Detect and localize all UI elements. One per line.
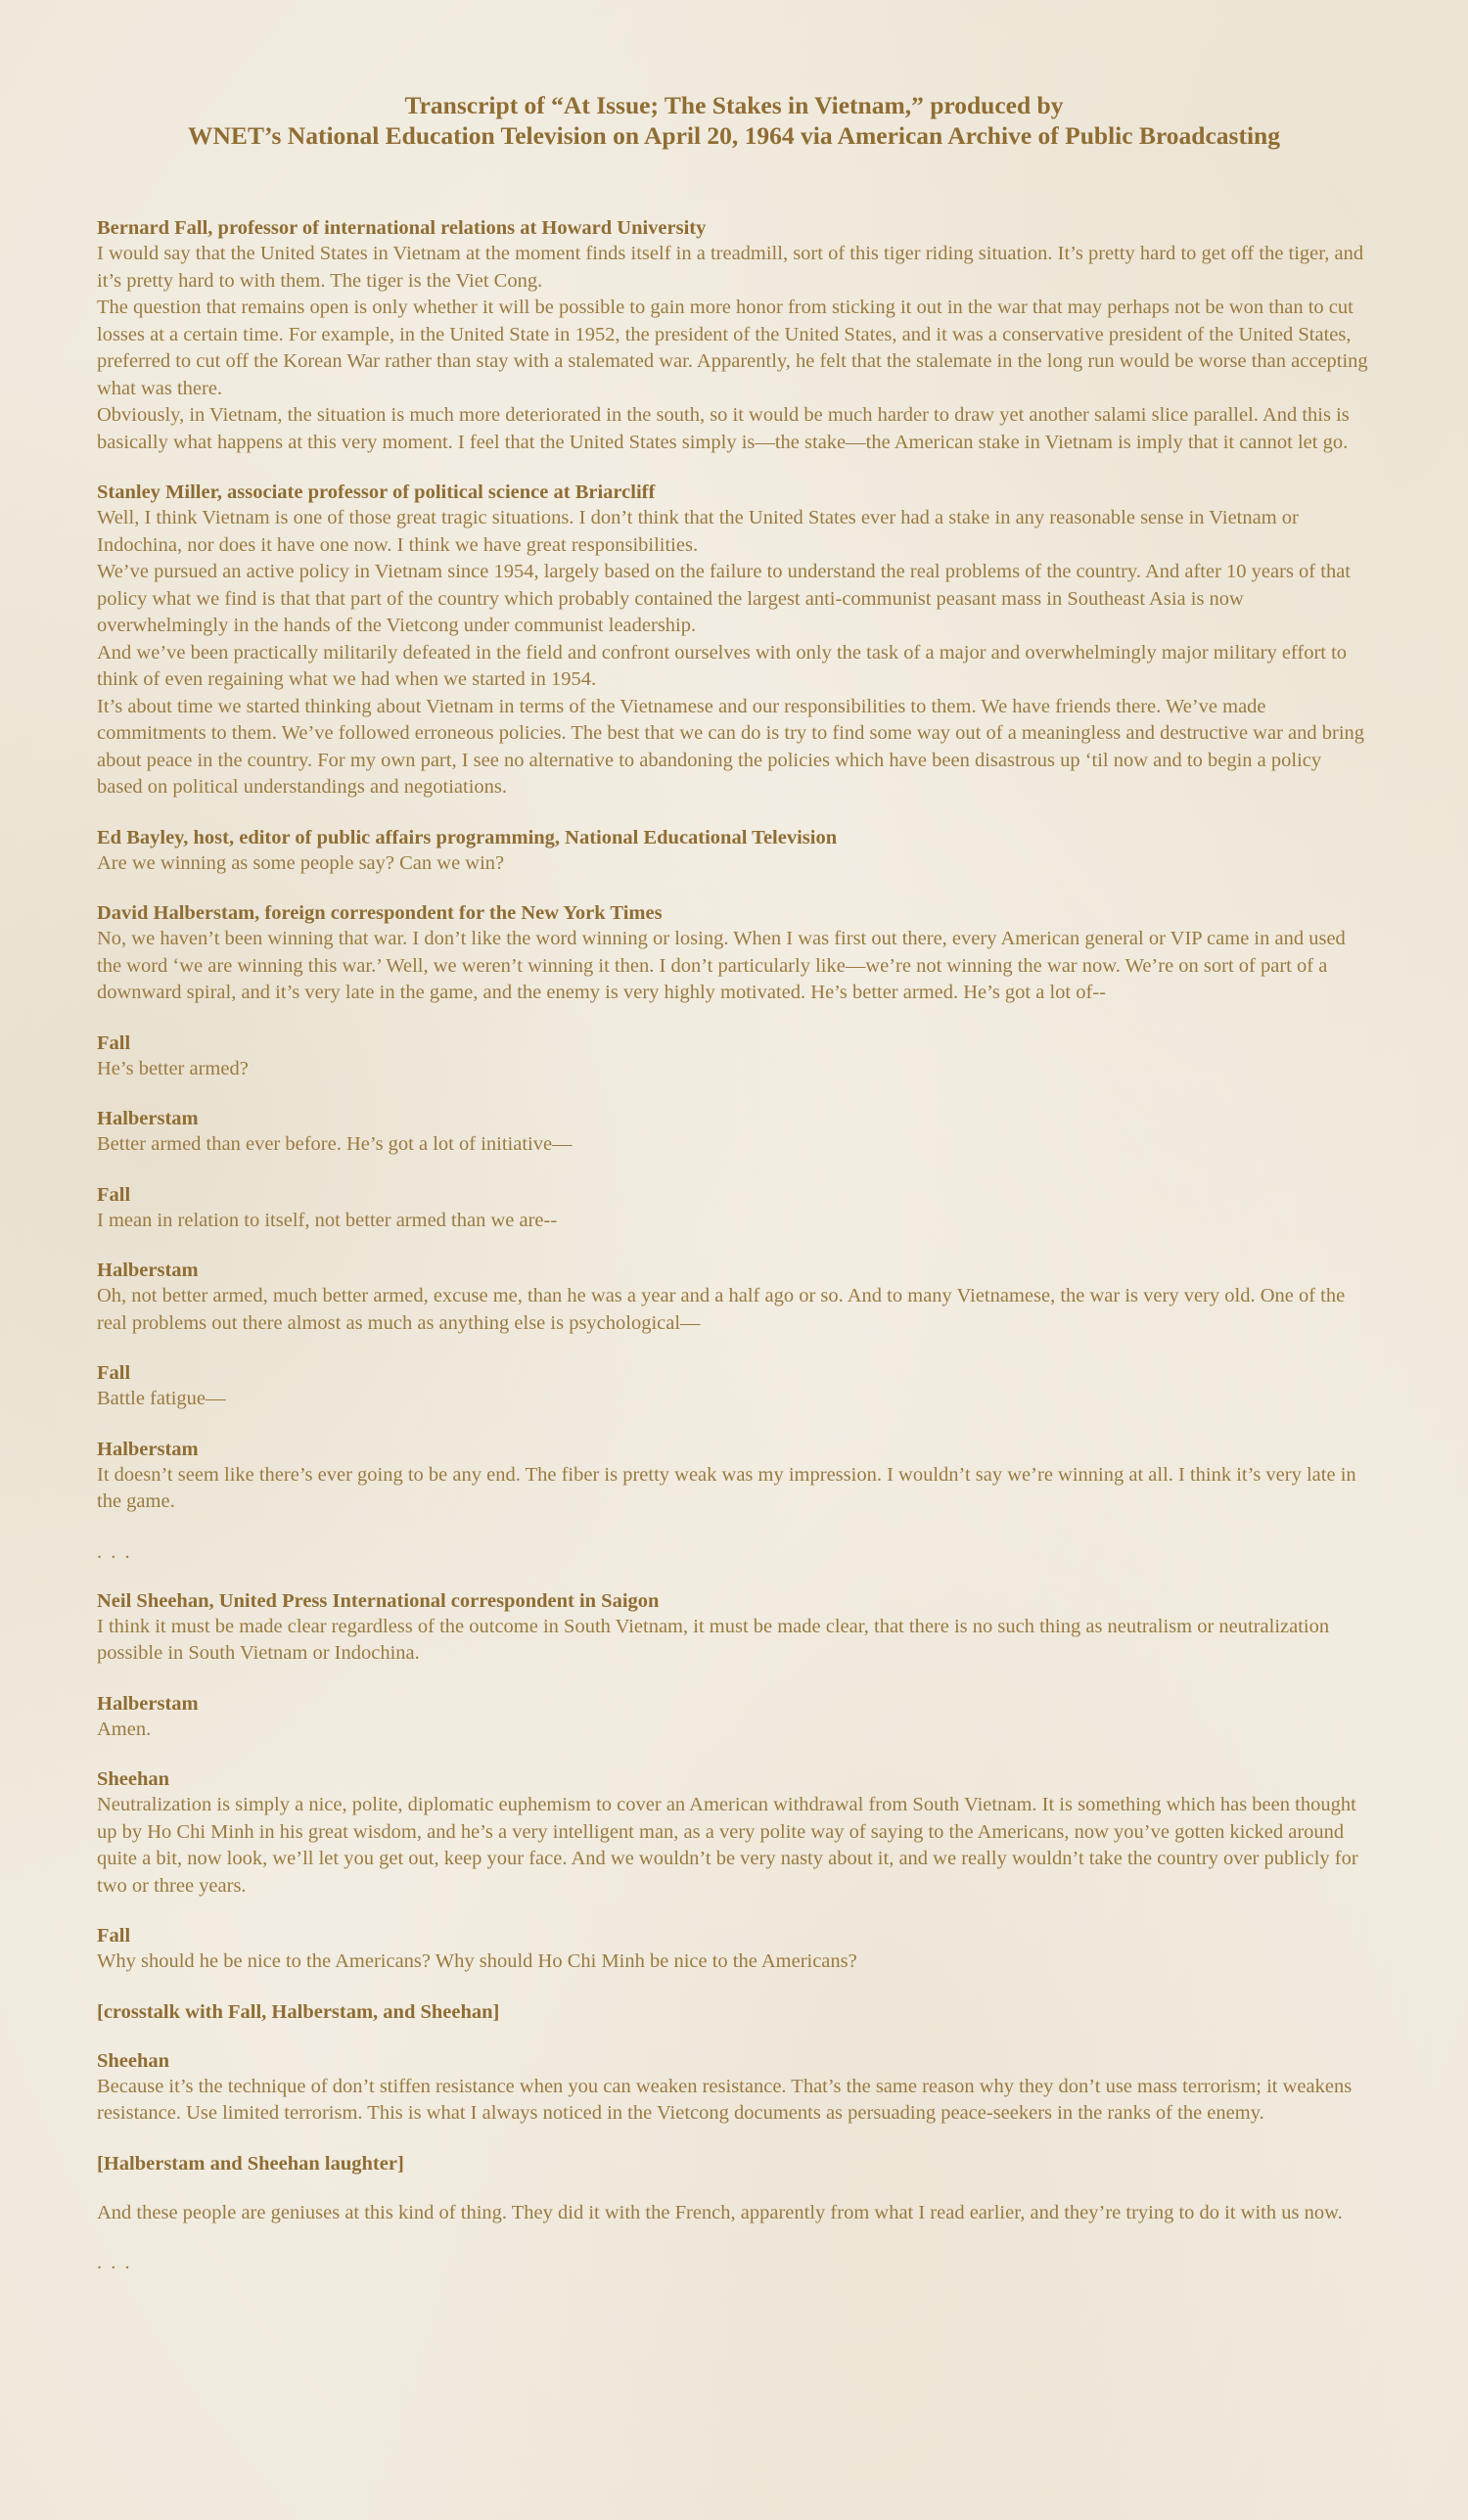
speaker-block-bayley (97, 825, 1371, 878)
speaker-block (97, 1923, 1371, 1976)
speaker-block-sheehan-intro (97, 1588, 1371, 1668)
title-line-1: Transcript of “At Issue; The Stakes in Vietnam,” produced by (404, 91, 1064, 119)
page-title (97, 90, 1371, 151)
speaker-name: Sheehan (97, 1768, 170, 1790)
dialogue-paragraph: Amen. (97, 1718, 152, 1740)
speaker-block (97, 1691, 1371, 1744)
speaker-name: Ed Bayley, host, editor of public affairs programming, National Educational Television (97, 826, 838, 848)
dialogue-paragraph: Well, I think Vietnam is one of those great tragic situations. I don’t think that the United States ever had a stake in any reasonable sense in Vietnam or Indochina, nor does it have one now. I think we have great responsibilities. (97, 507, 1299, 556)
speaker-name: David Halberstam, foreign correspondent for the New York Times (97, 902, 663, 924)
dialogue-paragraph: It’s about time we started thinking about Vietnam in terms of the Vietnamese and our responsibilities to them. We have friends there. We’ve made commitments to them. We’ve followed erroneous policies. The best that we can do is try to find some way out of a meaningless and destructive war and bring about peace in the country. For my own part, I see no alternative to abandoning the policies which have been disastrous up ‘til now and to begin a policy based on political understandings and negotiations. (97, 695, 1365, 798)
title-line-2: WNET’s National Education Television on April 20, 1964 via American Archive of Public Broadcasting (188, 121, 1280, 150)
speaker-name: Bernard Fall, professor of international relations at Howard University (97, 217, 707, 239)
ellipsis-text: . . . (97, 2252, 132, 2273)
speaker-block (97, 1437, 1371, 1516)
dialogue-paragraph: Neutralization is simply a nice, polite, diplomatic euphemism to cover an American withdrawal from South Vietnam. It is something which has been thought up by Ho Chi Minh in his great wisdom, and he’s a very intelligent man, as a very polite way of saying to the Americans, now you’ve gotten kicked around quite a bit, now look, we’ll let you get out, keep your face. And we wouldn’t be very nasty about it, and we really wouldn’t take the country over publicly for two or three years. (97, 1794, 1358, 1897)
dialogue-paragraph: And we’ve been practically militarily defeated in the field and confront ourselves with only the task of a major and overwhelmingly major military effort to think of even regaining what we had when we started in 1954. (97, 641, 1348, 690)
dialogue-paragraph: Are we winning as some people say? Can we win? (97, 851, 505, 874)
dialogue-paragraph: It doesn’t seem like there’s ever going to be any end. The fiber is pretty weak was my impression. I wouldn’t say we’re winning at all. I think it’s very late in the game. (97, 1463, 1356, 1512)
stage-direction-block (97, 1999, 1371, 2025)
dialogue-paragraph: The question that remains open is only whether it will be possible to gain more honor from sticking it out in the war that may perhaps not be won than to cut losses at a certain time. For example, in the United State in 1952, the president of the United States, and it was a conservative president of the United States, preferred to cut off the Korean War rather than stay with a stalemated war. Apparently, he felt that the stalemate in the long run would be worse than accepting what was there. (97, 297, 1368, 399)
speaker-block (97, 2048, 1371, 2128)
speaker-name: Fall (97, 1362, 131, 1384)
dialogue-paragraph: He’s better armed? (97, 1057, 249, 1079)
dialogue-paragraph: Battle fatigue— (97, 1388, 226, 1409)
speaker-name: Halberstam (97, 1108, 199, 1129)
speaker-block (97, 1182, 1371, 1235)
speaker-block (97, 1766, 1371, 1900)
speaker-block (97, 1031, 1371, 1083)
dialogue-paragraph: I would say that the United States in Vietnam at the moment finds itself in a treadmill, sort of this tiger riding situation. It’s pretty hard to get off the tiger, and it’s pretty hard to with them. The tiger is the Viet Cong. (97, 243, 1364, 292)
dialogue-paragraph: Better armed than ever before. He’s got a lot of initiative— (97, 1133, 573, 1155)
speaker-block (97, 1258, 1371, 1337)
ellipsis-text: . . . (97, 1540, 132, 1563)
speaker-name: Halberstam (97, 1692, 199, 1715)
dialogue-paragraph: Oh, not better armed, much better armed, excuse me, than he was a year and a half ago or so. And to many Vietnamese, the war is very very old. One of the real problems out there almost as much as anything else is psychological— (97, 1285, 1346, 1334)
stage-direction-block (97, 2151, 1371, 2176)
closing-block (97, 2200, 1371, 2227)
stage-direction: [crosstalk with Fall, Halberstam, and Sheehan] (97, 2000, 500, 2023)
dialogue-paragraph: Because it’s the technique of don’t stiffen resistance when you can weaken resistance. That’s the same reason why they don’t use mass terrorism; it weakens resistance. Use limited terrorism. This is what I always noticed in the Vietcong documents as persuading peace-seekers in the ranks of the enemy. (97, 2075, 1353, 2124)
speaker-name: Halberstam (97, 1260, 199, 1281)
speaker-block (97, 1106, 1371, 1159)
speaker-block-miller (97, 480, 1371, 802)
speaker-name: Neil Sheehan, United Press International correspondent in Saigon (97, 1589, 660, 1612)
dialogue-paragraph: We’ve pursued an active policy in Vietnam since 1954, largely based on the failure to understand the real problems of the country. And after 10 years of that policy what we find is that that part of the country which probably contained the largest anti-communist peasant mass in Southeast Asia is now overwhelmingly in the hands of the Vietcong under communist leadership. (97, 561, 1351, 636)
speaker-name: Fall (97, 1031, 131, 1054)
speaker-name: Halberstam (97, 1438, 199, 1460)
speaker-block-fall-intro (97, 215, 1371, 456)
stage-direction: [Halberstam and Sheehan laughter] (97, 2152, 404, 2175)
dialogue-paragraph: I mean in relation to itself, not better armed than we are-- (97, 1209, 558, 1231)
dialogue-paragraph: No, we haven’t been winning that war. I don’t like the word winning or losing. When I was first out there, every American general or VIP came in and used the word ‘we are winning this war.’ Well, we weren’t winning it then. I don’t particularly like—we’re not winning the war now. We’re on sort of part of a downward spiral, and it’s very late in the game, and the enemy is very highly motivated. He’s better armed. He’s got a lot of-- (97, 928, 1346, 1003)
speaker-name: Fall (97, 1925, 131, 1947)
ellipsis-break (97, 1539, 1371, 1565)
dialogue-paragraph: Why should he be nice to the Americans? Why should Ho Chi Minh be nice to the Americans? (97, 1950, 857, 1972)
speaker-name: Fall (97, 1183, 131, 1206)
speaker-name: Sheehan (97, 2049, 170, 2072)
dialogue-paragraph: I think it must be made clear regardless of the outcome in South Vietnam, it must be made clear, that there is no such thing as neutralism or neutralization possible in South Vietnam or Indochina. (97, 1615, 1330, 1664)
dialogue-paragraph: Obviously, in Vietnam, the situation is much more deteriorated in the south, so it would be much harder to draw yet another salami slice parallel. And this is basically what happens at this very moment. I feel that the United States simply is—the stake—the American stake in Vietnam is imply that it cannot let go. (97, 404, 1350, 453)
speaker-block-halberstam-intro (97, 900, 1371, 1007)
speaker-name: Stanley Miller, associate professor of political science at Briarcliff (97, 481, 656, 503)
dialogue-paragraph: And these people are geniuses at this kind of thing. They did it with the French, apparently from what I read earlier, and they’re trying to do it with us now. (97, 2201, 1343, 2223)
speaker-block (97, 1360, 1371, 1413)
ellipsis-break (97, 2250, 1371, 2275)
